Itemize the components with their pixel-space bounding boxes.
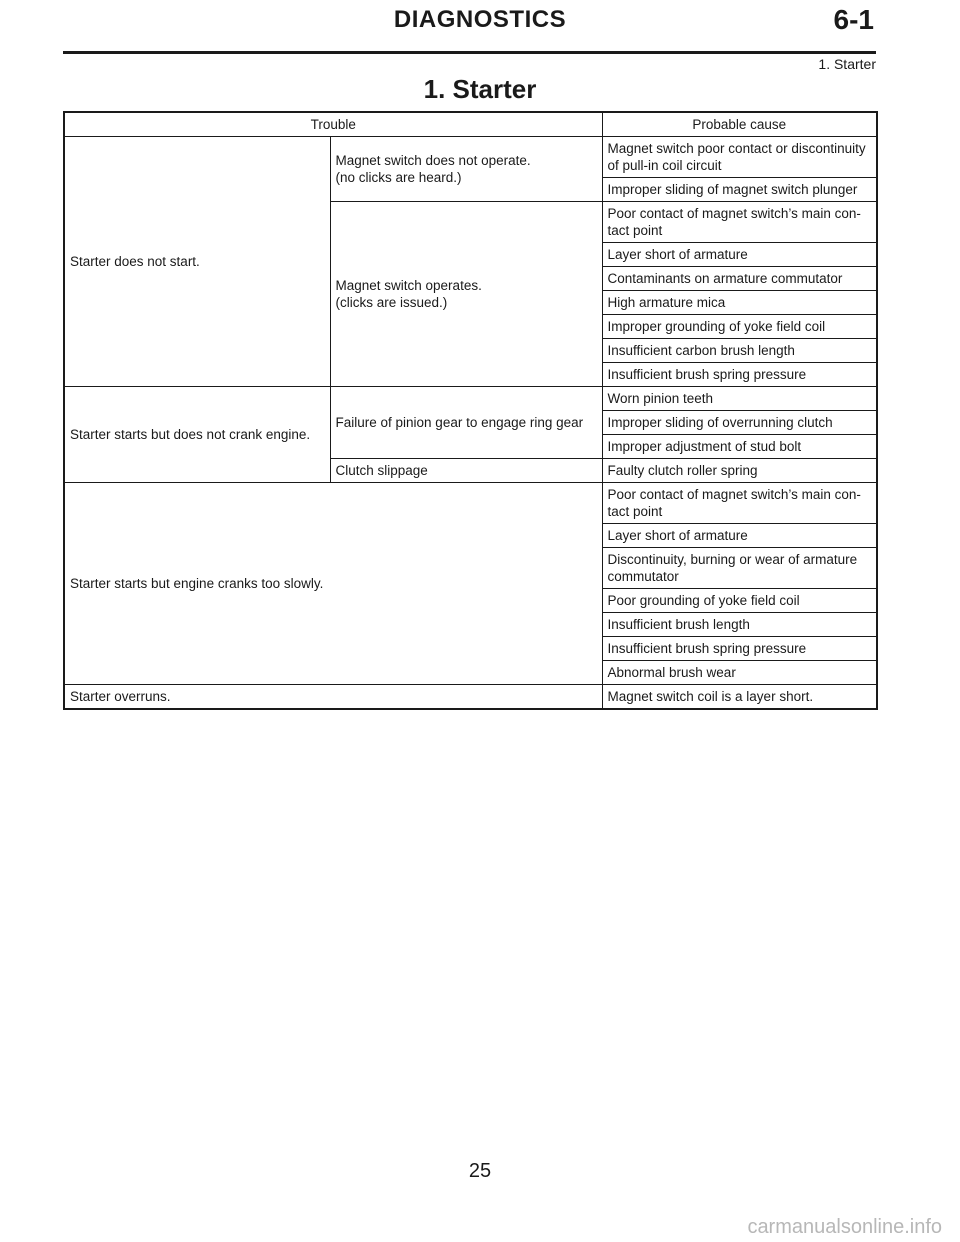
cause-cell: Layer short of armature [602, 243, 877, 267]
cause-cell: Poor contact of magnet switch’s main con-tact point [602, 483, 877, 524]
condition-line: (no clicks are heard.) [335, 170, 462, 185]
trouble-cell: Starter starts but does not crank engine. [64, 387, 330, 483]
header-rule [63, 51, 876, 54]
cause-cell: Layer short of armature [602, 524, 877, 548]
cause-cell: Insufficient brush length [602, 613, 877, 637]
cause-cell: Poor grounding of yoke field coil [602, 589, 877, 613]
cause-cell: Insufficient brush spring pressure [602, 637, 877, 661]
header-section-title: DIAGNOSTICS [393, 6, 567, 33]
cause-cell: Discontinuity, burning or wear of armature commutator [602, 548, 877, 589]
cause-cell: Magnet switch coil is a layer short. [602, 685, 877, 710]
diagnostics-table [63, 111, 878, 710]
condition-cell [330, 202, 602, 387]
cause-cell: Abnormal brush wear [602, 661, 877, 685]
cause-cell: Improper sliding of overrunning clutch [602, 411, 877, 435]
cause-cell: Magnet switch poor contact or discontinuity of pull-in coil circuit [602, 137, 877, 178]
trouble-cell: Starter overruns. [64, 685, 602, 710]
table-row [64, 387, 877, 411]
watermark: carmanualsonline.info [747, 1216, 942, 1238]
cause-cell: Poor contact of magnet switch’s main con-tact point [602, 202, 877, 243]
table-row [64, 483, 877, 524]
cause-cell: Insufficient brush spring pressure [602, 363, 877, 387]
column-header-cause: Probable cause [602, 112, 877, 137]
cause-cell: Contaminants on armature commutator [602, 267, 877, 291]
trouble-cell: Starter does not start. [64, 137, 330, 387]
condition-line: Magnet switch operates. [335, 278, 482, 293]
condition-line: (clicks are issued.) [335, 295, 448, 310]
table-row [64, 137, 877, 178]
cause-cell: Worn pinion teeth [602, 387, 877, 411]
condition-line: Magnet switch does not operate. [335, 153, 531, 168]
cause-cell: High armature mica [602, 291, 877, 315]
condition-cell: Clutch slippage [330, 459, 602, 483]
page-title: 1. Starter [423, 74, 537, 104]
table-header-row [64, 112, 877, 137]
condition-cell [330, 137, 602, 202]
page-number: 25 [468, 1160, 492, 1182]
cause-cell: Improper adjustment of stud bolt [602, 435, 877, 459]
header-subtitle: 1. Starter [818, 56, 876, 72]
cause-cell: Improper sliding of magnet switch plunger [602, 178, 877, 202]
cause-cell: Faulty clutch roller spring [602, 459, 877, 483]
cause-cell: Insufficient carbon brush length [602, 339, 877, 363]
table-row [64, 685, 877, 710]
condition-cell: Failure of pinion gear to engage ring gear [330, 387, 602, 459]
trouble-cell: Starter starts but engine cranks too slowly. [64, 483, 602, 685]
header-section-code: 6-1 [833, 4, 874, 35]
column-header-trouble: Trouble [64, 112, 602, 137]
cause-cell: Improper grounding of yoke field coil [602, 315, 877, 339]
